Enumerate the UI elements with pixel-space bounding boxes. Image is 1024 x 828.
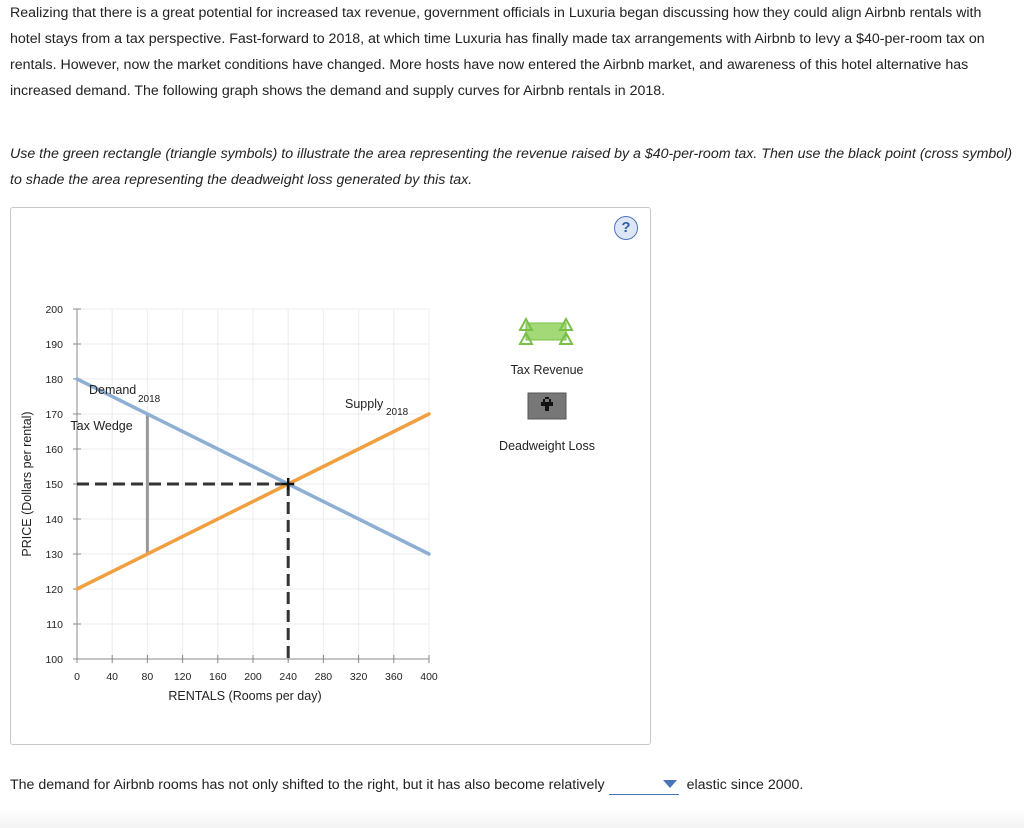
tax-revenue-tool[interactable] <box>520 319 572 344</box>
deadweight-loss-label: Deadweight Loss <box>499 439 595 453</box>
y-tick-label: 150 <box>45 479 63 491</box>
instructions-paragraph: Use the green rectangle (triangle symbols) to illustrate the area representing the revenue raised by a $40-per-room tax. Then use the black point (cross symbol) to shade the area representing the deadweight loss generated by this tax. <box>10 146 1013 188</box>
chevron-down-icon[interactable] <box>663 780 677 788</box>
x-tick-label: 400 <box>420 671 438 683</box>
demand-subscript: 2018 <box>138 394 161 405</box>
tax-revenue-label: Tax Revenue <box>510 363 584 377</box>
question-prefix: The demand for Airbnb rooms has not only shifted to the right, but it has also become relatively <box>10 777 605 793</box>
x-tick-label: 120 <box>173 671 192 683</box>
help-icon[interactable]: ? <box>614 216 638 240</box>
chart-svg <box>11 208 650 744</box>
x-tick-label: 280 <box>314 671 333 683</box>
x-tick-label: 80 <box>141 671 154 683</box>
graph-panel <box>10 207 651 745</box>
grid <box>77 309 429 659</box>
x-tick-label: 360 <box>385 671 403 683</box>
demand-label: Demand <box>89 383 137 397</box>
supply-label: Supply <box>345 397 384 411</box>
x-axis-label: RENTALS (Rooms per day) <box>168 689 322 703</box>
y-tick-label: 200 <box>45 304 63 316</box>
elasticity-dropdown[interactable] <box>609 776 679 795</box>
x-tick-label: 160 <box>209 671 227 683</box>
x-tick-label: 200 <box>244 671 262 683</box>
y-tick-label: 130 <box>45 549 63 561</box>
deadweight-loss-tool[interactable] <box>528 393 566 419</box>
x-tick-label: 320 <box>349 671 368 683</box>
y-axis-label: PRICE (Dollars per rental) <box>20 411 34 557</box>
y-tick-label: 170 <box>45 409 63 421</box>
y-tick-label: 160 <box>45 444 63 456</box>
bottom-fade <box>0 810 1024 828</box>
y-tick-label: 120 <box>45 584 63 596</box>
supply-subscript: 2018 <box>386 407 409 418</box>
y-tick-label: 180 <box>45 374 63 386</box>
question-suffix: elastic since 2000. <box>686 777 804 793</box>
y-tick-label: 110 <box>46 619 63 631</box>
x-tick-label: 40 <box>106 671 119 683</box>
x-tick-label: 240 <box>279 671 297 683</box>
axes <box>45 304 437 683</box>
x-tick-label: 0 <box>74 671 80 683</box>
intro-paragraph: Realizing that there is a great potential for increased tax revenue, government officials in Luxuria began discussing how they could align Airbnb rentals with hotel stays from a tax perspective. Fast-forward to 2018, at which time Luxuria has finally made tax arrangements with Airbnb to levy a $40-per-room tax on rentals. However, now the market conditions have changed. More hosts have now entered the Airbnb market, and awareness of this hotel alternative has increased demand. The following graph shows the demand and supply curves for Airbnb rentals in 2018. <box>10 5 985 99</box>
equilibrium-marker <box>282 478 294 490</box>
y-tick-label: 100 <box>45 654 63 666</box>
y-tick-label: 190 <box>45 339 63 351</box>
question-row <box>10 774 803 796</box>
y-tick-label: 140 <box>45 514 63 526</box>
tax-wedge-label: Tax Wedge <box>70 419 133 433</box>
tax-revenue-rectangle-icon[interactable] <box>526 323 566 340</box>
